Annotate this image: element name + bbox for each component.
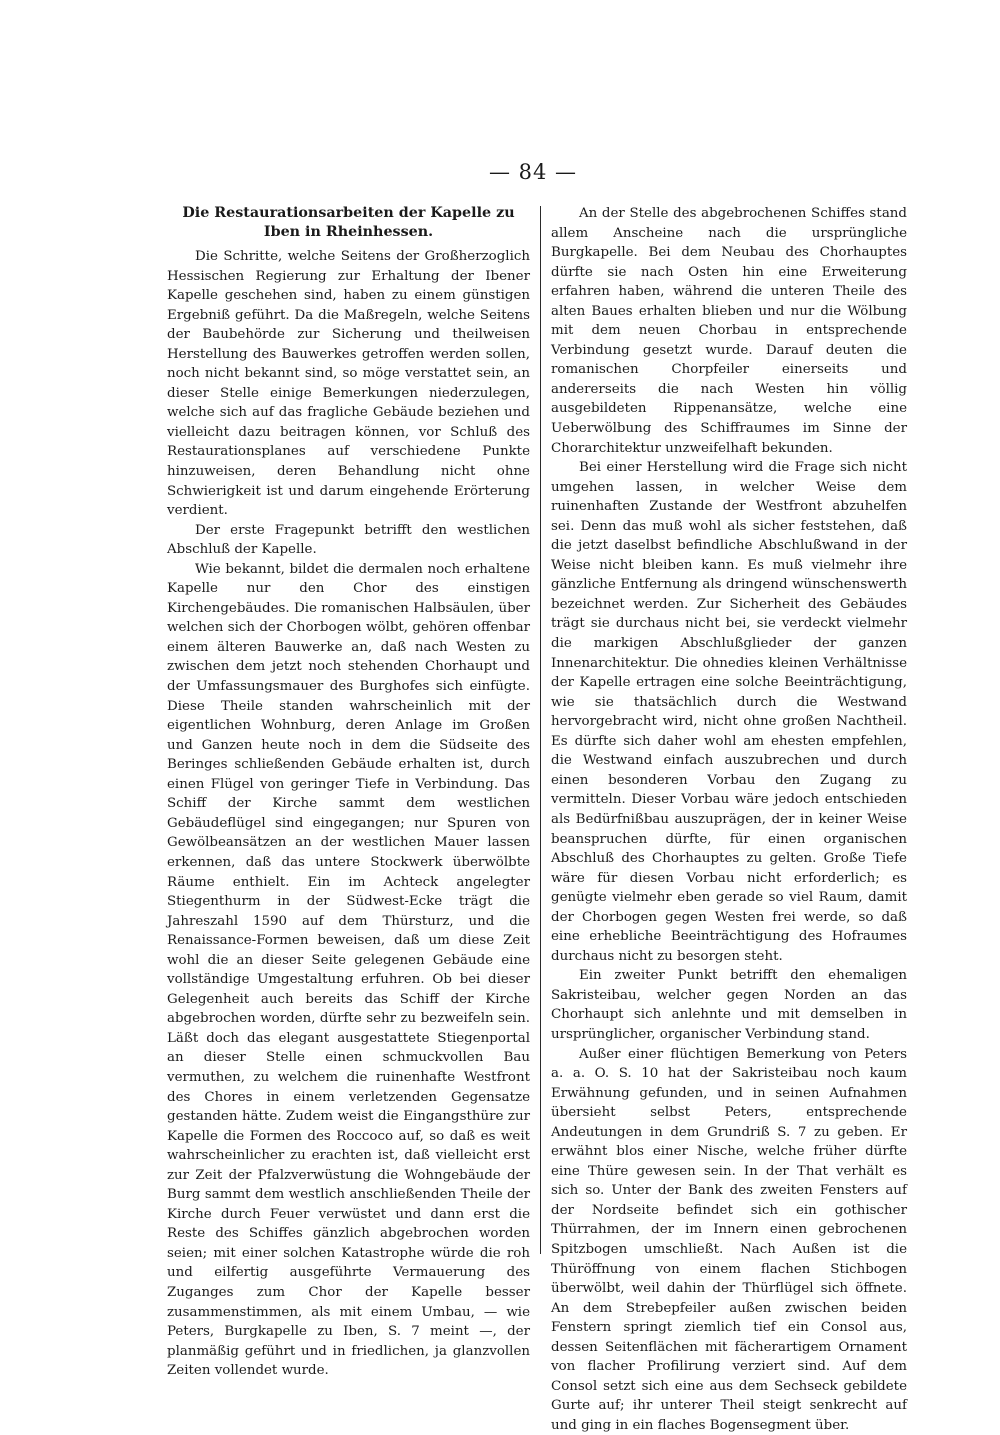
paragraph: Wie bekannt, bildet die dermalen noch erhaltene Kapelle nur den Chor des einstigen Kirchengebäudes. Die romanischen Halbsäulen, über welchen sich der Chorbogen wölbt, gehören offenbar einem älteren Bauwerke an, daß nach Westen zu zwischen dem jetzt noch stehenden Chorhaupt und der Umfassungsmauer des Burghofes sich einfügte. Diese Theile standen wahrscheinlich mit der eigentlichen Wohnburg, deren Anlage im Großen und Ganzen heute noch in dem die Südseite des Beringes schließenden Gebäude erhalten ist, durch einen Flügel von geringer Tiefe in Verbindung. Das Schiff der Kirche sammt dem westlichen Gebäudeflügel sind eingegangen; nur Spuren von Gewölbeansätzen an der westlichen Mauer lassen erkennen, daß das untere Stockwerk überwölbte Räume enthielt. Ein im Achteck angelegter Stiegenthurm in der Südwest-Ecke trägt die Jahreszahl 1590 auf dem Thürsturz, und die Renaissance-Formen beweisen, daß um diese Zeit wohl die an dieser Seite gelegenen Gebäude eine vollständige Umgestaltung erfuhren. Ob bei dieser Gelegenheit auch bereits das Schiff der Kirche abgebrochen worden, dürfte sehr zu bezweifeln sein. Läßt doch das elegant ausgestattete Stiegenportal an dieser Stelle einen schmuckvollen Bau vermuthen, zu welchem die ruinenhafte Westfront des Chores in einem verletzenden Gegensatze gestanden hätte. Zudem weist die Eingangsthüre zur Kapelle die Formen des Roccoco auf, so daß es weit wahrscheinlicher zu erachten ist, daß vielleicht erst zur Zeit der Pfalzverwüstung die Wohngebäude der Burg sammt dem westlich anschließenden Theile der Kirche durch Feuer verwüstet und dann erst die Reste des Schiffes gänzlich abgebrochen worden seien; mit einer solchen Katastrophe würde die roh und eilfertig ausgeführte Vermauerung des Zuganges zum Chor der Kapelle besser zusammenstimmen, als mit einem Umbau, — wie Peters, Burgkapelle zu Iben, S. 7 meint —, der planmäßig geführt und in friedlichen, ja glanzvollen Zeiten vollendet wurde. [167,561,530,1379]
paragraph: An der Stelle des abgebrochenen Schiffes stand allem Anscheine nach die ursprüngliche Burgkapelle. Bei dem Neubau des Chorhauptes dürfte sie nach Osten hin eine Erweiterung erfahren haben, während die unteren Theile des alten Baues erhalten blieben und nur die Wölbung mit dem neuen Chorbau in entsprechende Verbindung gesetzt wurde. Darauf deuten die romanischen Chorpfeiler einerseits und andererseits die nach Westen hin völlig ausgebildeten Rippenansätze, welche eine Ueberwölbung des Schiffraumes im Sinne der Chorarchitektur unzweifelhaft bekunden. [551,206,907,456]
left-column [167,204,530,1381]
paragraph: Der erste Fragepunkt betrifft den westlichen Abschluß der Kapelle. [167,522,530,558]
paragraph: Ein zweiter Punkt betrifft den ehemaligen Sakristeibau, welcher gegen Norden an das Chorhaupt sich anlehnte und mit demselben in ursprünglicher, organischer Verbindung stand. [551,968,907,1042]
paragraph: Bei einer Herstellung wird die Frage sich nicht umgehen lassen, in welcher Weise dem ruinenhaften Zustande der Westfront abzuhelfen sei. Denn das muß wohl als sicher feststehen, daß die jetzt daselbst befindliche Abschlußwand in der Weise nicht bleiben kann. Es muß vielmehr ihre gänzliche Entfernung als dringend wünschenswerth bezeichnet werden. Zur Sicherheit des Gebäudes trägt sie durchaus nicht bei, sie verdeckt vielmehr die markigen Abschlußglieder der ganzen Innenarchitektur. Die ohnedies kleinen Verhältnisse der Kapelle ertragen eine solche Beeinträchtigung, wie sie thatsächlich durch die Westwand hervorgebracht wird, nicht ohne großen Nachtheil. Es dürfte sich daher wohl am ehesten empfehlen, die Westwand einfach auszubrechen und durch einen besonderen Vorbau den Zugang zu vermitteln. Dieser Vorbau wäre jedoch entschieden als Bedürfnißbau auszuprägen, der in keiner Weise beanspruchen dürfte, für einen organischen Abschluß des Chorhauptes zu gelten. Große Tiefe wäre für diesen Vorbau nicht erforderlich; es genügte vielmehr eben gerade so viel Raum, damit der Chorbogen gegen Westen frei werde, so daß eine erhebliche Beeinträchtigung des Hofraumes durchaus nicht zu besorgen steht. [551,460,907,964]
page-number: — 84 — [488,160,578,184]
right-column [551,204,907,1435]
article-title: Die Restaurationsarbeiten der Kapelle zu Iben in Rheinhessen. [182,205,515,240]
paragraph: Außer einer flüchtigen Bemerkung von Peters a. a. O. S. 10 hat der Sakristeibau noch kaum Erwähnung gefunden, und in seinen Aufnahmen übersieht selbst Peters, entsprechende Andeutungen in dem Grundriß S. 7 zu geben. Er erwähnt blos einer Nische, welche früher dürfte eine Thüre gewesen sein. In der That verhält es sich so. Unter der Bank des zweiten Fensters auf der Nordseite befindet sich ein gothischer Thürrahmen, der im Innern einen gebrochenen Spitzbogen umschließt. Nach Außen ist die Thüröffnung von einem flachen Stichbogen überwölbt, weil dahin der Thürflügel sich öffnete. An dem Strebepfeiler außen zwischen beiden Fenstern springt ziemlich tief ein Consol aus, dessen Seitenflächen mit fächerartigem Ornament von flacher Profilirung verziert sind. Auf dem Consol setzt sich eine aus dem Sechseck gebildete Gurte auf; ihr unterer Theil steigt senkrecht auf und ging in ein flaches Bogensegment über. [551,1046,907,1433]
column-divider [540,206,541,1254]
paragraph: Die Schritte, welche Seitens der Großherzoglich Hessischen Regierung zur Erhaltung der Ibener Kapelle geschehen sind, haben zu einem günstigen Ergebniß geführt. Da die Maßregeln, welche Seitens der Baubehörde zur Sicherung und theilweisen Herstellung des Bauwerkes getroffen werden sollen, noch nicht bekannt sind, so möge verstattet sein, an dieser Stelle einige Bemerkungen niederzulegen, welche sich auf das fragliche Gebäude beziehen und vielleicht dazu beitragen können, vor Schluß des Restaurationsplanes auf verschiedene Punkte hinzuweisen, deren Behandlung nicht ohne Schwierigkeit ist und darum eingehende Erörterung verdient. [167,249,530,519]
